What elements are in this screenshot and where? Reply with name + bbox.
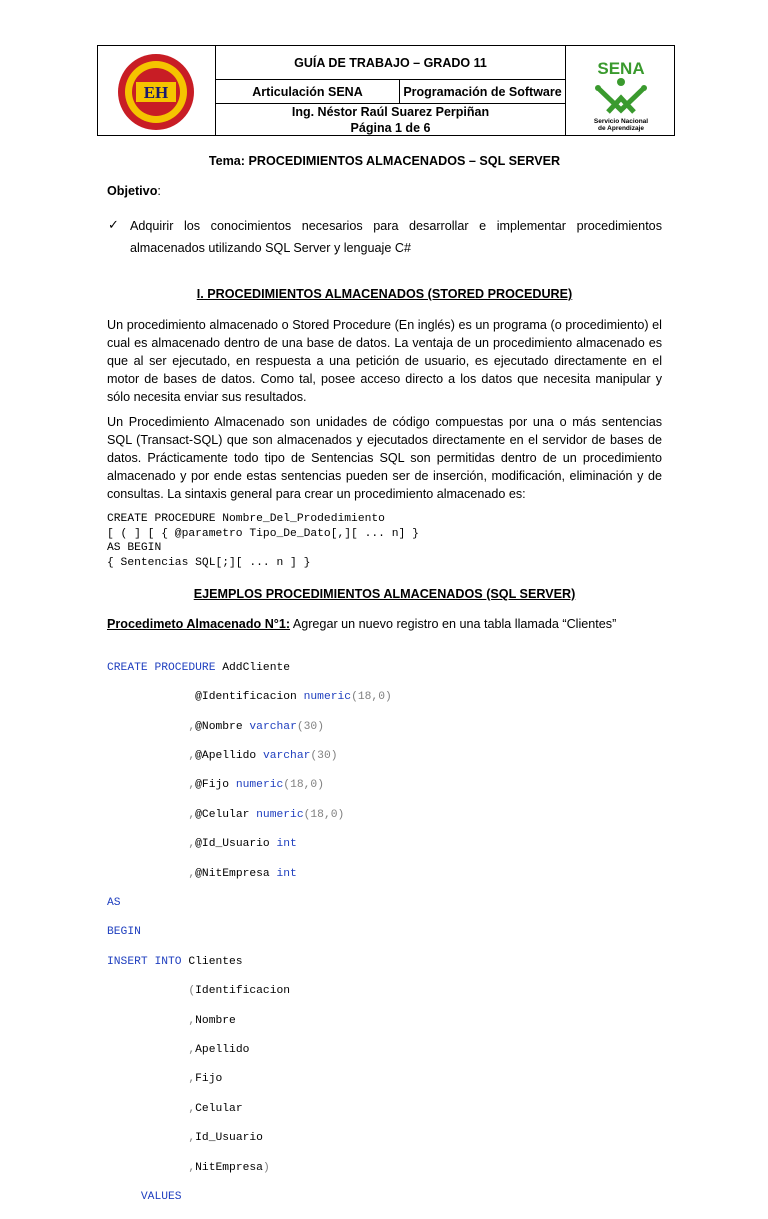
code-line-create: CREATE PROCEDURE AddCliente — [107, 661, 291, 674]
articulation-label: Articulación SENA — [216, 80, 400, 104]
author-name: Ing. Néstor Raúl Suarez Perpiñan — [291, 104, 490, 119]
objective-heading: Objetivo: — [107, 184, 161, 198]
paragraph-2: Un Procedimiento Almacenado son unidades de código compuestas por una o más sentencias SQL (Transact-SQL) que son almacenados y ejecutados directamente en el servidor de bases de datos. Prácticamente todo tipo de Sentencias SQL son permitidas dentro de un procedimiento almacenado y por ende estas sentencias pueden ser de inserción, modificación, eliminación y de consultas. La sintaxis general para crear un procedimiento almacenado es: — [107, 415, 662, 501]
code-column: ,Id_Usuario — [107, 1132, 263, 1145]
svg-text:de Aprendizaje: de Aprendizaje — [598, 125, 644, 132]
code-param: @Identificacion numeric(18,0) — [195, 691, 392, 704]
sena-logo-cell — [565, 46, 675, 135]
code-column: ,Celular — [107, 1102, 243, 1115]
topic-title: Tema: PROCEDIMIENTOS ALMACENADOS – SQL SERVER — [208, 154, 561, 168]
sena-logo-icon — [586, 52, 656, 132]
paragraph-1: Un procedimiento almacenado o Stored Procedure (En inglés) es un programa (o procedimiento) el cual es almacenado dentro de una base de datos. La ventaja de un procedimiento almacenado es que al ser ejecutado, en respuesta a una petición de usuario, es ejecutado directamente en el motor de bases de datos. Como tal, posee acceso directo a los datos que necesita manipular y sólo necesita enviar sus resultados. — [107, 318, 662, 404]
code-param: ,@Nombre varchar(30) — [107, 720, 324, 733]
code-column: ,Apellido — [107, 1043, 250, 1056]
section-2-title: EJEMPLOS PROCEDIMIENTOS ALMACENADOS (SQL SERVER) — [193, 587, 576, 601]
guide-title: GUÍA DE TRABAJO – GRADO 11 — [216, 46, 565, 80]
document-header — [97, 45, 675, 136]
page-number: Página 1 de 6 — [350, 120, 431, 135]
code-line-values: VALUES — [107, 1191, 182, 1204]
author-page-cell — [216, 104, 565, 135]
code-param: ,@Fijo numeric(18,0) — [107, 779, 324, 792]
code-param: ,@Apellido varchar(30) — [107, 749, 338, 762]
objective-line-2: almacenados utilizando SQL Server y lenguaje C# — [130, 241, 411, 255]
code-param: ,@Celular numeric(18,0) — [107, 808, 345, 821]
school-logo-cell — [98, 46, 216, 135]
syntax-block: CREATE PROCEDURE Nombre_Del_Prodedimiento [ ( ] [ { @parametro Tipo_De_Dato[,][ ... n] } AS BEGIN { Sentencias SQL[;][ ... n ] } — [107, 513, 419, 570]
code-param: ,@Id_Usuario int — [107, 838, 297, 851]
example-1-heading: Procedimeto Almacenado N°1: Agregar un nuevo registro en una tabla llamada “Clientes” — [107, 617, 617, 631]
checkmark-icon: ✓ — [108, 217, 119, 232]
code-param: ,@NitEmpresa int — [107, 867, 297, 880]
svg-text:SENA: SENA — [597, 59, 645, 78]
code-column: ,Fijo — [107, 1073, 223, 1086]
school-logo-icon — [116, 52, 196, 132]
code-example-1 — [107, 646, 392, 1219]
code-line-insert: INSERT INTO Clientes — [107, 955, 243, 968]
code-column: ,Nombre — [107, 1014, 236, 1027]
program-label: Programación de Software — [400, 80, 565, 104]
svg-text:Servicio Nacional: Servicio Nacional — [593, 118, 649, 125]
section-1-title: I. PROCEDIMIENTOS ALMACENADOS (STORED PROCEDURE) — [196, 287, 573, 301]
code-column: (Identificacion — [107, 985, 291, 998]
code-line-begin: BEGIN — [107, 926, 141, 939]
svg-text:EH: EH — [143, 83, 169, 102]
code-column: ,NitEmpresa) — [107, 1161, 270, 1174]
objective-line-1: Adquirir los conocimientos necesarios para desarrollar e implementar procedimientos — [130, 219, 662, 233]
code-line-as: AS — [107, 896, 121, 909]
